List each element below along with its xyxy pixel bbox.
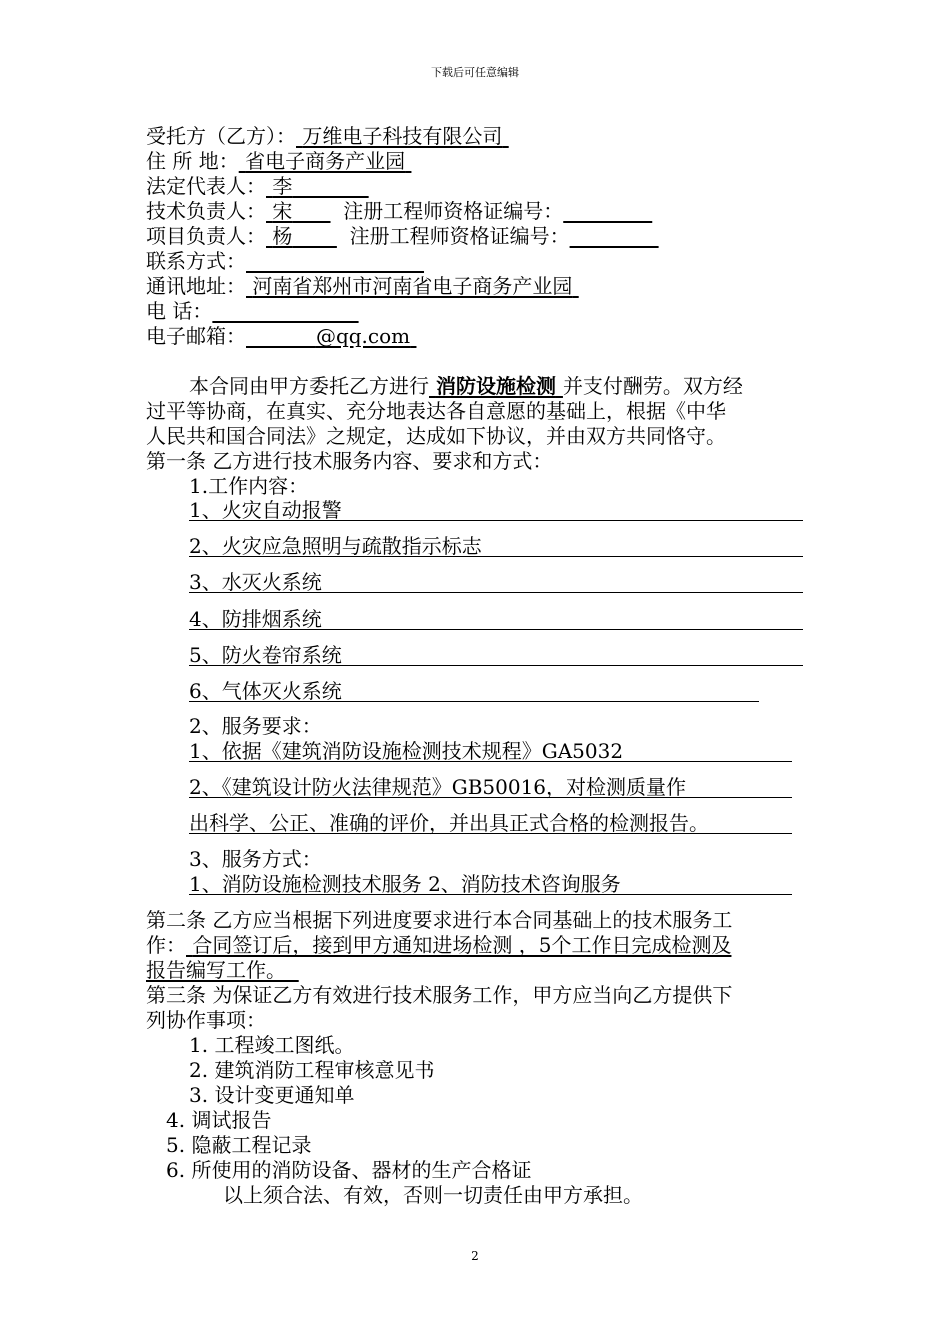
contact-line xyxy=(146,249,424,273)
work-item-6: 6、气体灭火系统 xyxy=(189,679,342,703)
project-lead-cert-value xyxy=(570,224,659,248)
intro-line-1 xyxy=(189,374,743,398)
work-item-1-underline xyxy=(189,520,803,521)
trustee-name: 万维电子科技有限公司 xyxy=(302,124,503,148)
cooperation-item-5: 5. 隐蔽工程记录 xyxy=(166,1133,312,1157)
project-lead-label: 项目负责人： xyxy=(146,224,266,248)
work-item-1: 1、火灾自动报警 xyxy=(189,498,342,522)
service-name: 消防设施检测 xyxy=(435,374,556,398)
legal-rep-label: 法定代表人： xyxy=(146,174,266,198)
work-item-4-underline xyxy=(189,629,803,630)
phone-value xyxy=(212,299,358,323)
schedule-value-end: 报告编写工作。 xyxy=(146,958,286,982)
project-lead-cert-label: 注册工程师资格证编号： xyxy=(349,224,570,248)
contact-label: 联系方式： xyxy=(146,249,246,273)
requirement-1: 1、依据《建筑消防设施检测技术规程》GA5032 xyxy=(189,739,624,763)
article-2-prefix: 作： xyxy=(146,933,186,957)
page-header-note: 下载后可任意编辑 xyxy=(431,66,519,79)
tech-lead-value: 宋 xyxy=(272,199,293,223)
intro-text-post: 并支付酬劳。双方经 xyxy=(562,374,743,398)
page-number: 2 xyxy=(471,1249,479,1263)
article-1-title: 第一条 乙方进行技术服务内容、要求和方式： xyxy=(146,449,553,473)
address-value: 省电子商务产业园 xyxy=(245,149,406,173)
trustee-line xyxy=(146,124,509,148)
method-underline xyxy=(189,894,792,895)
method-heading: 3、服务方式： xyxy=(189,847,322,871)
tech-lead-line xyxy=(146,199,652,223)
mail-address-label: 通讯地址： xyxy=(146,274,246,298)
work-item-5-underline xyxy=(189,665,803,666)
project-lead-value: 杨 xyxy=(272,224,293,248)
article-2-line-3 xyxy=(146,958,299,982)
cooperation-item-2: 2. 建筑消防工程审核意见书 xyxy=(189,1058,435,1082)
work-item-3-underline xyxy=(189,592,803,593)
requirement-3: 出科学、公正、准确的评价，并出具正式合格的检测报告。 xyxy=(189,811,709,835)
mail-address-value: 河南省郑州市河南省电子商务产业园 xyxy=(252,274,573,298)
address-line xyxy=(146,149,411,173)
work-item-2: 2、火灾应急照明与疏散指示标志 xyxy=(189,534,482,558)
intro-line-2: 过平等协商，在真实、充分地表达各自意愿的基础上，根据《中华 xyxy=(146,399,726,423)
requirement-2: 2、《建筑设计防火法律规范》GB50016，对检测质量作 xyxy=(189,775,687,799)
article-2-line-2 xyxy=(146,933,731,957)
phone-line xyxy=(146,299,359,323)
work-item-5: 5、防火卷帘系统 xyxy=(189,643,342,667)
method-value: 1、消防设施检测技术服务 2、消防技术咨询服务 xyxy=(189,872,621,896)
email-label: 电子邮箱： xyxy=(146,324,246,348)
tech-lead-label: 技术负责人： xyxy=(146,199,266,223)
address-label: 住 所 地： xyxy=(146,149,239,173)
article-2-line-1: 第二条 乙方应当根据下列进度要求进行本合同基础上的技术服务工 xyxy=(146,908,733,932)
trustee-label: 受托方（乙方）： xyxy=(146,124,296,148)
intro-line-3: 人民共和国合同法》之规定，达成如下协议，并由双方共同恪守。 xyxy=(146,424,726,448)
intro-text: 本合同由甲方委托乙方进行 xyxy=(189,374,429,398)
email-line xyxy=(146,324,416,348)
phone-label: 电 话： xyxy=(146,299,213,323)
tech-lead-cert-value xyxy=(563,199,652,223)
requirements-heading: 2、服务要求： xyxy=(189,714,322,738)
work-item-3: 3、水灭火系统 xyxy=(189,570,322,594)
tech-lead-cert-label: 注册工程师资格证编号： xyxy=(343,199,564,223)
email-value: @qq.com xyxy=(315,324,411,348)
schedule-value: 合同签订后，接到甲方通知进场检测 ，5个工作日完成检测及 xyxy=(192,933,732,957)
article-3-line-1: 第三条 为保证乙方有效进行技术服务工作，甲方应当向乙方提供下 xyxy=(146,983,733,1007)
contact-value xyxy=(246,249,424,273)
cooperation-item-6: 6. 所使用的消防设备、器材的生产合格证 xyxy=(166,1158,532,1182)
legal-rep-value: 李 xyxy=(272,174,293,198)
requirement-1-underline xyxy=(189,761,792,762)
article-3-line-2: 列协作事项： xyxy=(146,1008,266,1032)
requirement-2-underline xyxy=(189,797,792,798)
work-item-4: 4、防排烟系统 xyxy=(189,607,322,631)
work-item-2-underline xyxy=(189,556,803,557)
legal-rep-line xyxy=(146,174,369,198)
article-3-closing: 以上须合法、有效，否则一切责任由甲方承担。 xyxy=(223,1183,643,1207)
work-item-6-underline xyxy=(189,701,759,702)
cooperation-item-4: 4. 调试报告 xyxy=(166,1108,272,1132)
project-lead-line xyxy=(146,224,659,248)
requirement-3-underline xyxy=(189,833,792,834)
cooperation-item-1: 1. 工程竣工图纸。 xyxy=(189,1033,355,1057)
cooperation-item-3: 3. 设计变更通知单 xyxy=(189,1083,355,1107)
work-content-heading: 1.工作内容： xyxy=(189,474,309,498)
mail-address-line xyxy=(146,274,579,298)
